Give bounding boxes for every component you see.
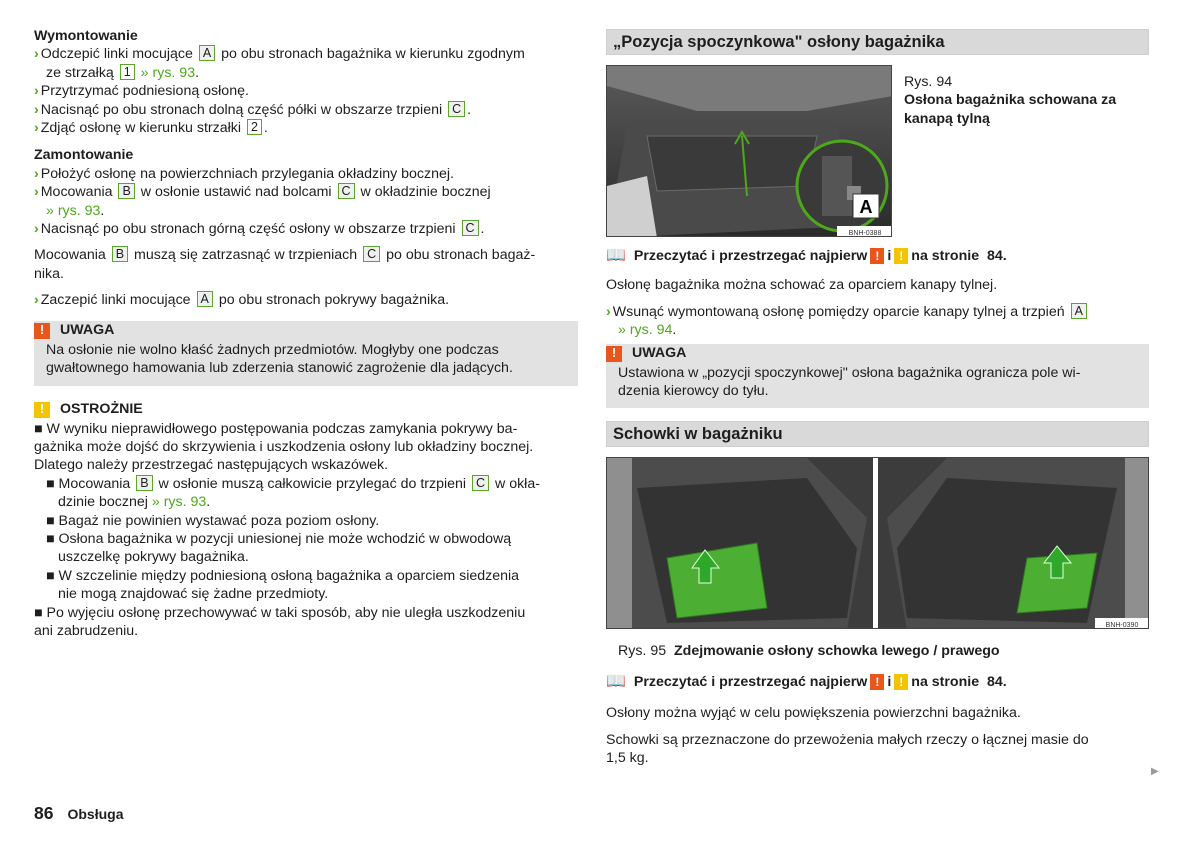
caution-title: OSTROŻNIE — [60, 401, 143, 418]
read-first-notice-2: 📖 Przeczytać i przestrzegać najpierw ! i ! na stronie 84. — [606, 672, 1007, 690]
figure-94-image — [606, 65, 892, 237]
caution-mini-icon: ! — [894, 674, 908, 690]
figure-link[interactable]: » rys. 93 — [140, 64, 196, 81]
removal-step-2: › Przytrzymać podniesioną osłonę. — [34, 83, 249, 100]
rest-step-ref: » rys. 94. — [618, 322, 677, 339]
install-heading: Zamontowanie — [34, 147, 134, 164]
trunk-cover-illustration — [607, 66, 892, 237]
removal-step-1-cont: ze strzałką 1 » rys. 93. — [46, 64, 200, 81]
caution-icon: ! — [34, 402, 50, 418]
page-link[interactable]: 84. — [987, 248, 1007, 264]
figure-94-row — [606, 65, 1149, 237]
hook-step: › Zaczepić linki mocujące A po obu stronach pokrywy bagażnika. — [34, 292, 450, 309]
install-step-2-ref: » rys. 93. — [46, 202, 105, 219]
book-icon: 📖 — [606, 247, 626, 264]
figure-95-image — [606, 457, 1149, 629]
book-icon: 📖 — [606, 672, 626, 690]
storage-text-2: Schowki są przeznaczone do przewożenia małych rzeczy o łącznej masie do 1,5 kg. — [606, 731, 1089, 767]
caution-mini-icon: ! — [894, 248, 908, 264]
rest-text: Osłonę bagażnika można schować za oparciem kanapy tylnej. — [606, 277, 998, 294]
warning-mini-icon: ! — [870, 248, 884, 264]
storage-compartment-illustration — [607, 458, 1149, 629]
read-first-notice-1: 📖 Przeczytać i przestrzegać najpierw ! i ! na stronie 84. — [606, 247, 1007, 264]
rest-step: › Wsunąć wymontowaną osłonę pomiędzy oparcie kanapy tylnej a trzpień A — [606, 303, 1149, 321]
warning-title: UWAGA — [60, 322, 115, 339]
storage-text-1: Osłony można wyjąć w celu powiększenia powierzchni bagażnika. — [606, 705, 1021, 722]
page-footer — [34, 804, 123, 823]
caution-box — [34, 400, 578, 641]
warning-icon: ! — [34, 323, 50, 339]
figure-95-caption: Rys. 95 Zdejmowanie osłony schowka lewego / prawego — [618, 643, 1000, 660]
removal-step-1: › Odczepić linki mocujące A po obu stronach bagażnika w kierunku zgodnym — [34, 46, 525, 63]
figure-link[interactable]: » rys. 93 — [151, 494, 207, 511]
section-heading-rest-position: „Pozycja spoczynkowa" osłony bagażnika — [606, 29, 1149, 55]
figure-95-code: BNH-0390 — [1105, 622, 1139, 630]
caution-text: ■ W wyniku nieprawidłowego postępowania podczas zamykania pokrywy ba- gażnika może dojść do skrzywienia i uszkodzenia osłony lub okładziny bocznej. Dlatego należy przestrzegać następujących wskazówek. ■ Mocowania B w osłonie muszą całkowicie przylegać do trzpieni C w okła- dzinie bocznej » rys. 93. ■ Bagaż nie powinien wystawać poza poziom osłony. ■ Osłona bagażnika w pozycji uniesionej nie może wchodzić w obwodową uszczelkę pokrywy bagażnika. ■ W szczelinie między podniesioną osłoną bagażnika a oparciem siedzenia nie mogą znajdować się żadne przedmioty. ■ Po wyjęciu osłonę przechowywać w taki sposób, aby nie uległa uszkodzeniu ani zabrudzeniu. — [34, 420, 540, 639]
figure-94-code: BNH-0388 — [848, 230, 882, 237]
warning-mini-icon: ! — [870, 674, 884, 690]
removal-step-4: › Zdjąć osłonę w kierunku strzałki 2 . — [34, 120, 268, 137]
ref-box-1: 1 — [120, 64, 135, 80]
removal-step-3: › Nacisnąć po obu stronach dolną część półki w obszarze trzpieni C . — [34, 101, 472, 118]
figure-link[interactable]: » rys. 94 — [618, 322, 673, 339]
figure-link[interactable]: » rys. 93 — [46, 202, 101, 219]
warning-icon: ! — [606, 346, 622, 362]
install-step-1: › Położyć osłonę na powierzchniach przylegania okładziny bocznej. — [34, 165, 454, 182]
figure-94-label-a: A — [859, 197, 873, 217]
removal-heading: Wymontowanie — [34, 28, 138, 44]
section-heading-storage: Schowki w bagażniku — [606, 421, 1149, 447]
install-step-2: › Mocowania B w osłonie ustawić nad bolcami C w okładzinie bocznej — [34, 184, 491, 201]
page-number: 86 — [34, 803, 54, 823]
note-paragraph: Mocowania B muszą się zatrzasnąć w trzpieniach C po obu stronach bagaż- nika. — [34, 247, 536, 282]
right-column — [606, 29, 1149, 767]
continue-arrow-icon: ▶ — [1151, 766, 1159, 777]
ref-box-a: A — [199, 45, 215, 61]
warning-box — [34, 321, 578, 386]
page-link[interactable]: 84. — [987, 673, 1007, 690]
rest-warning-box: ! UWAGA Ustawiona w „pozycji spoczynkowej" osłona bagażnika ogranicza pole wi- dzenia kierowcy do tyłu. — [606, 344, 1149, 409]
warning-text: Na osłonie nie wolno kłaść żadnych przedmiotów. Mogłyby one podczas gwałtownego hamowania lub zderzenia stanowić zagrożenie dla jadących. — [46, 341, 513, 377]
install-step-3: › Nacisnąć po obu stronach górną część osłony w obszarze trzpieni C . — [34, 221, 485, 238]
left-column — [34, 27, 578, 640]
figure-94-caption: Rys. 94 Osłona bagażnika schowana za kanapą tylną — [904, 74, 1117, 127]
footer-section: Obsługa — [67, 806, 124, 822]
